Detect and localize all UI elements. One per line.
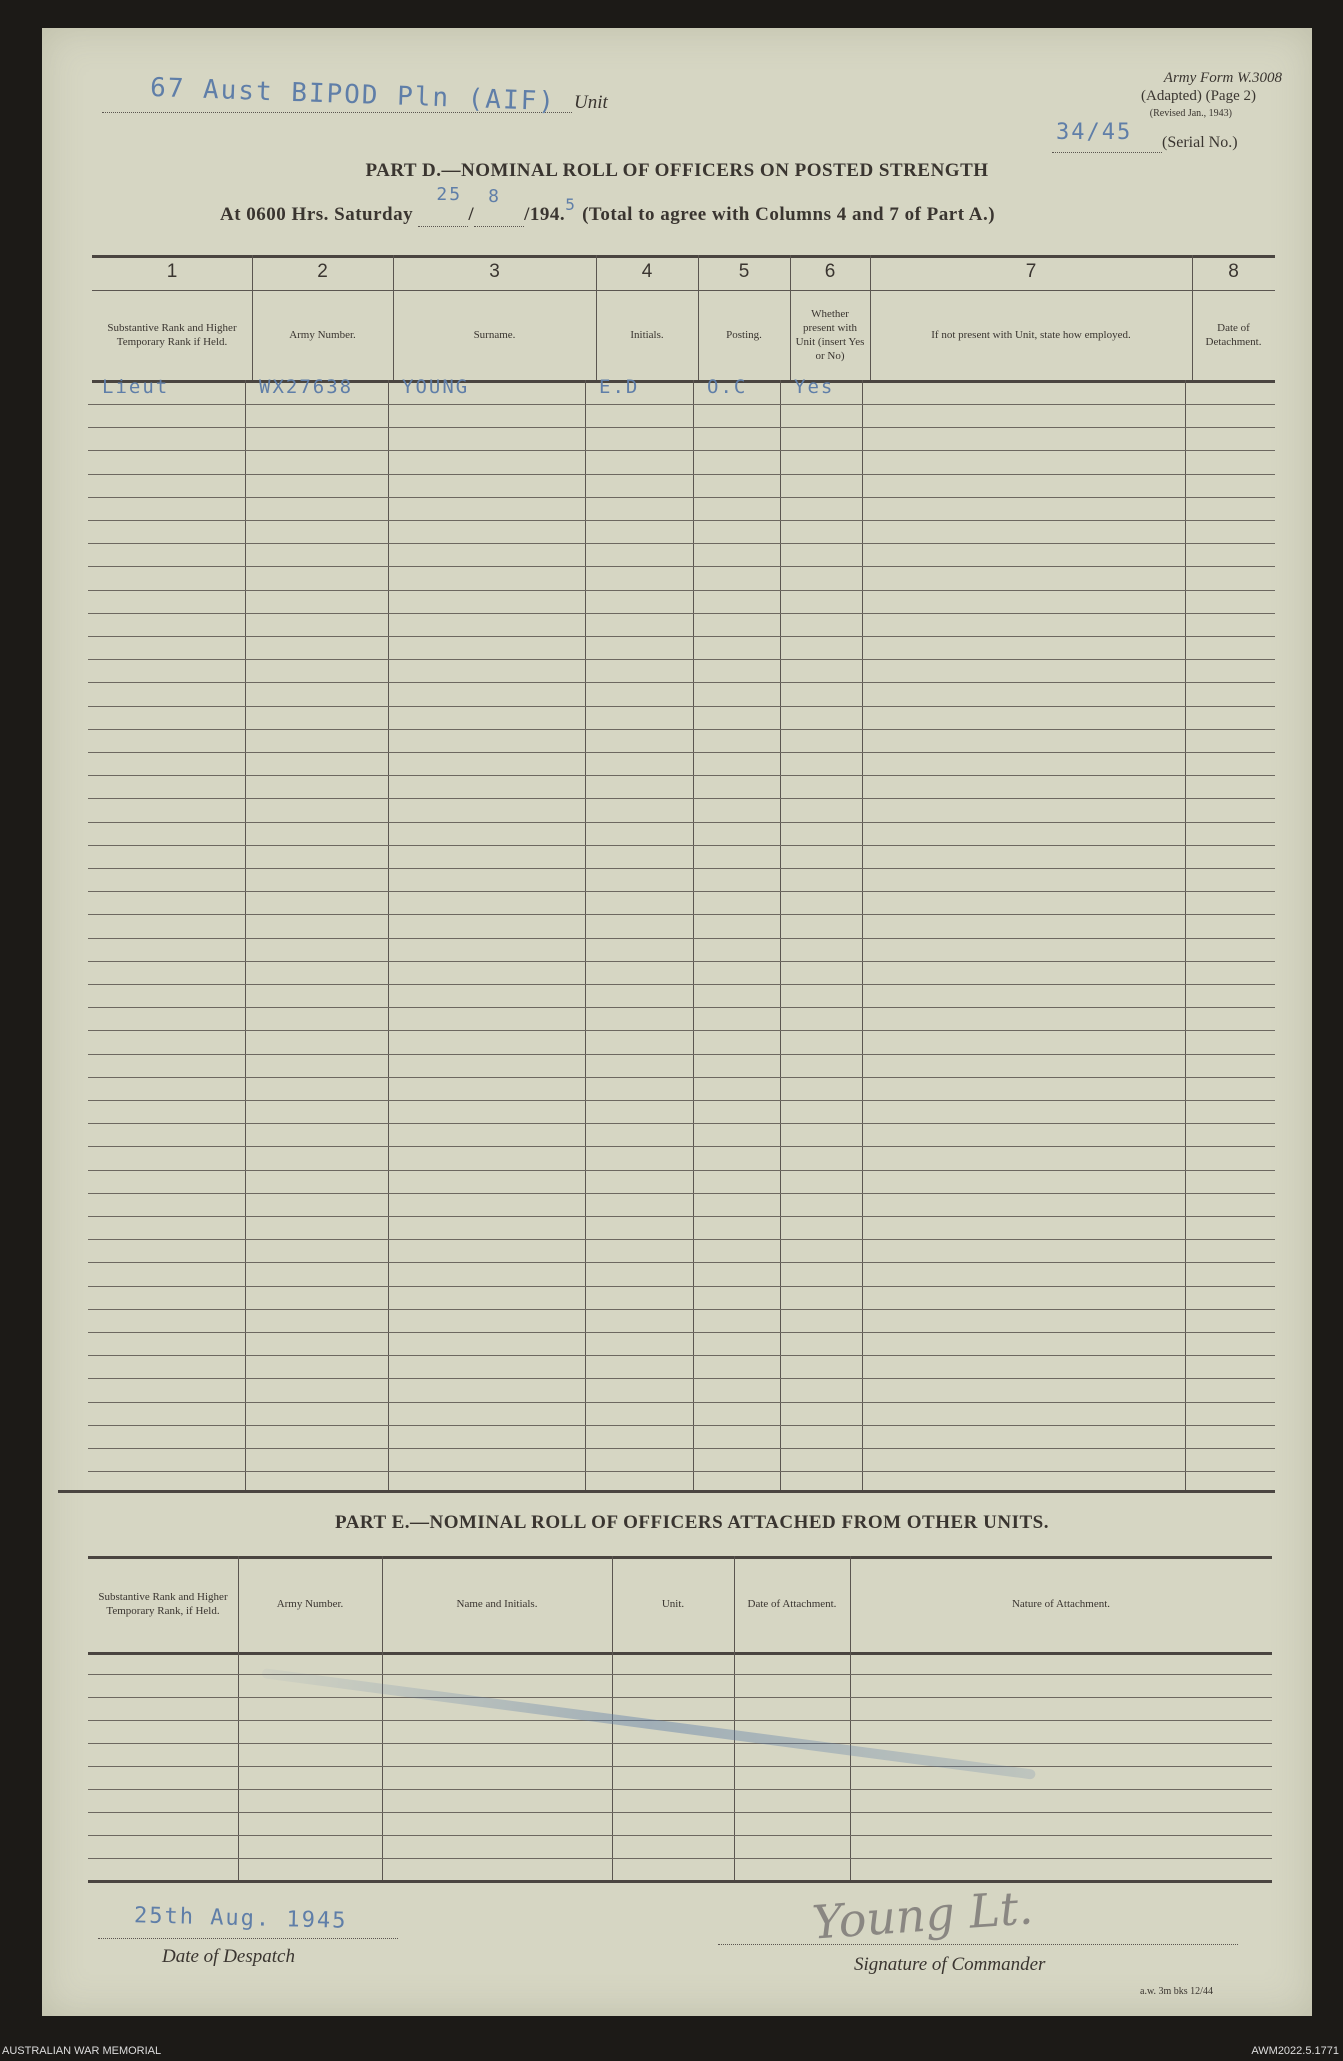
column-number: 3 (489, 261, 500, 282)
part-d-column-divider (780, 380, 781, 1490)
part-d-row-line (88, 1425, 1275, 1426)
part-d-row-line (88, 682, 1275, 683)
row-initials: E.D (599, 376, 640, 398)
signature-line (718, 1944, 1238, 1945)
part-d-row-line (88, 1123, 1275, 1124)
row-posting: O.C (707, 376, 748, 398)
despatch-line (98, 1938, 398, 1939)
form-adapted: (Adapted) (Page 2) (1141, 88, 1256, 104)
part-e-column-divider (238, 1556, 239, 1880)
row-present: Yes (794, 376, 835, 398)
part-d-row-line (88, 868, 1275, 869)
serial-handwritten: 34/45 (1056, 120, 1133, 145)
part-d-row-line (88, 706, 1275, 707)
column-heading: If not present with Unit, state how employed. (931, 329, 1131, 341)
date-year-suffix: 5 (565, 195, 577, 214)
part-d-column-divider (693, 380, 694, 1490)
part-d-row-line (88, 636, 1275, 637)
part-d-row-line (88, 474, 1275, 475)
despatch-handwritten: 25th Aug. 1945 (133, 1903, 348, 1934)
part-e-column-heading: Substantive Rank and Higher Temporary Rank, if Held. (98, 1591, 228, 1617)
part-d-column-divider (388, 380, 389, 1490)
part-d-row-line (88, 752, 1275, 753)
part-d-row-line (88, 659, 1275, 660)
part-d-column-divider (585, 380, 586, 1490)
part-d-row-line (88, 1471, 1275, 1472)
part-e-row-line (88, 1743, 1272, 1744)
part-d-row-line (88, 1355, 1275, 1356)
date-year-prefix: /194. (524, 204, 566, 225)
part-d-row-line (88, 1146, 1275, 1147)
column-heading: Army Number. (289, 329, 356, 341)
part-d-row-line (88, 822, 1275, 823)
row-rank: Lieut (102, 376, 170, 398)
unit-label: Unit (574, 92, 608, 113)
part-d-row-line (88, 775, 1275, 776)
part-d-row-line (88, 938, 1275, 939)
part-d-row-line (88, 590, 1275, 591)
credit-left: AUSTRALIAN WAR MEMORIAL (2, 2045, 162, 2057)
part-e-row-line (88, 1789, 1272, 1790)
column-heading: Posting. (726, 329, 762, 341)
date-day-field: 25 (418, 204, 468, 227)
row-surname: YOUNG (402, 376, 470, 398)
column-number: 7 (1025, 261, 1037, 282)
part-d-row-line (88, 1448, 1275, 1449)
part-d-row-line (88, 1378, 1275, 1379)
part-d-row-line (88, 520, 1275, 521)
column-heading: Date of Detachment. (1205, 322, 1262, 348)
form-sheet (42, 28, 1312, 2016)
part-d-row-line (88, 961, 1275, 962)
date-month-field: 8 (474, 204, 524, 227)
despatch-label: Date of Despatch (162, 1946, 295, 1967)
ink-smear (261, 1668, 1036, 1780)
at-prefix: At 0600 Hrs. Saturday (220, 204, 414, 225)
part-d-row-line (88, 1262, 1275, 1263)
part-d-at-line: At 0600 Hrs. Saturday 25 / 8 /194.$^5$ (Total to agree with Columns 4 and 7 of Part A.) (220, 184, 996, 225)
part-e-column-divider (850, 1556, 851, 1880)
part-e-title: PART E.—NOMINAL ROLL OF OFFICERS ATTACHED FROM OTHER UNITS. (335, 1512, 1049, 1533)
signature-label: Signature of Commander (854, 1954, 1046, 1975)
column-heading: Surname. (473, 329, 516, 341)
part-d-column-divider (862, 380, 863, 1490)
column-number: 2 (317, 261, 328, 282)
part-d-row-line (88, 543, 1275, 544)
part-d-row-line (88, 1309, 1275, 1310)
part-e-column-heading: Unit. (661, 1598, 685, 1610)
credit-right: AWM2022.5.1771 (1251, 2045, 1339, 2057)
part-e-column-heading: Date of Attachment. (747, 1598, 837, 1610)
column-number: 6 (824, 261, 836, 282)
form-title: Army Form W.3008 (1163, 70, 1282, 86)
part-d-row-line (88, 845, 1275, 846)
part-d-row-line (88, 1100, 1275, 1101)
part-d-row-line (88, 1170, 1275, 1171)
signature-handwritten: Young Lt. (810, 1880, 1035, 1950)
row-number: WX27638 (259, 376, 354, 398)
part-e-column-heading: Army Number. (276, 1598, 344, 1610)
part-e-column-divider (734, 1556, 735, 1880)
part-d-row-line (88, 798, 1275, 799)
column-heading: Initials. (630, 329, 664, 341)
part-d-row-line (88, 497, 1275, 498)
part-d-column-divider (245, 380, 246, 1490)
part-d-row-line (88, 984, 1275, 985)
column-number: 8 (1228, 261, 1239, 282)
part-e-top-rule (88, 1556, 1272, 1559)
part-d-row-line (88, 404, 1275, 405)
column-heading: Whether present with Unit (insert Yes or No) (795, 308, 865, 362)
part-e-row-line (88, 1858, 1272, 1859)
part-d-bottom-rule (58, 1490, 1275, 1493)
part-d-title: PART D.—NOMINAL ROLL OF OFFICERS ON POSTED STRENGTH (365, 160, 989, 181)
part-d-row-line (88, 1402, 1275, 1403)
part-d-row-line (88, 1193, 1275, 1194)
part-d-row-line (88, 1239, 1275, 1240)
part-d-row-line (88, 1286, 1275, 1287)
column-number: 5 (738, 261, 750, 282)
part-e-header-rule (88, 1652, 1272, 1655)
part-d-row-line (88, 1007, 1275, 1008)
part-d-row-line (88, 1030, 1275, 1031)
part-e-row-line (88, 1720, 1272, 1721)
part-d-row-line (88, 427, 1275, 428)
part-d-row-line (88, 1332, 1275, 1333)
column-number: 1 (166, 261, 178, 282)
serial-line (1052, 152, 1162, 153)
part-e-row-line (88, 1812, 1272, 1813)
part-d-row-line (88, 1054, 1275, 1055)
form-revised: (Revised Jan., 1943) (1149, 108, 1232, 119)
part-e-row-line (88, 1697, 1272, 1698)
part-e-bottom-rule (88, 1880, 1272, 1883)
at-suffix: (Total to agree with Columns 4 and 7 of Part A.) (582, 204, 996, 225)
print-code: a.w. 3m bks 12/44 (1140, 1986, 1213, 1997)
part-e-column-heading: Name and Initials. (456, 1598, 538, 1610)
part-d-row-line (88, 450, 1275, 451)
part-e-column-heading: Nature of Attachment. (1011, 1598, 1111, 1610)
part-d-column-divider (1185, 380, 1186, 1490)
part-d-row-line (88, 914, 1275, 915)
part-d-row-line (88, 613, 1275, 614)
part-d-row-line (88, 1077, 1275, 1078)
serial-label: (Serial No.) (1162, 134, 1238, 151)
part-d-top-rule (92, 255, 1275, 258)
column-heading: Substantive Rank and Higher Temporary Rank if Held. (107, 322, 237, 348)
part-e-row-line (88, 1766, 1272, 1767)
part-d-number-rule (92, 290, 1275, 291)
unit-handwritten: 67 Aust BIPOD Pln (AIF) (149, 72, 557, 118)
part-d-row-line (88, 729, 1275, 730)
part-e-column-divider (382, 1556, 383, 1880)
part-d-row-line (88, 1216, 1275, 1217)
column-number: 4 (641, 261, 653, 282)
part-d-row-line (88, 891, 1275, 892)
part-e-row-line (88, 1835, 1272, 1836)
part-d-row-line (88, 566, 1275, 567)
